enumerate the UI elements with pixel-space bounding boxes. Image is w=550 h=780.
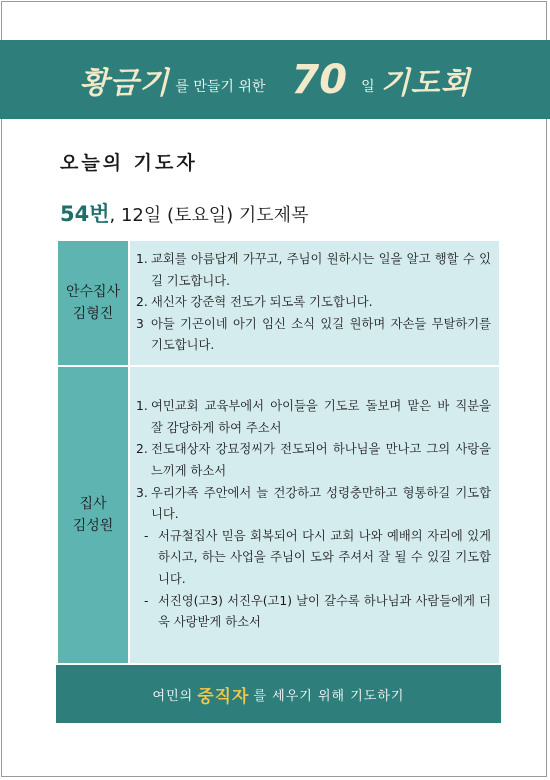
footer-text-after: 를 세우기 위해 기도하기 xyxy=(253,688,405,704)
item-marker: - xyxy=(144,528,149,543)
name-cell xyxy=(58,367,128,663)
item-marker: 3. xyxy=(136,485,148,500)
item-marker: 2. xyxy=(136,442,148,457)
item-text: 서규철집사 믿음 회복되어 다시 교회 나와 예배의 자리에 있게 하시고, 하는 사업을 주님이 도와 주셔서 잘 될 수 있길 기도합니다. xyxy=(158,528,491,586)
item-marker: 1. xyxy=(136,399,148,414)
banner-title-part4: 기도회 xyxy=(380,65,471,101)
prayer-item xyxy=(136,396,491,439)
prayer-item xyxy=(136,483,491,526)
item-marker: 2. xyxy=(136,295,148,310)
item-text: 전도대상자 강묘정씨가 전도되어 하나님을 만나고 그의 사랑을 느끼게 하소서 xyxy=(151,442,491,479)
prayer-subitem xyxy=(136,526,491,591)
prayer-row xyxy=(58,241,499,365)
footer-text-before: 여민의 xyxy=(152,688,194,704)
item-text: 아들 기곤이네 아기 임신 소식 있길 원하며 자손들 무탈하기를 기도합니다. xyxy=(151,316,491,353)
day-number: 54번 xyxy=(60,202,110,226)
person-title: 안수집사 xyxy=(65,284,121,300)
prayer-item xyxy=(136,439,491,482)
item-marker: 1. xyxy=(136,252,148,267)
item-text: 새신자 강준혁 전도가 되도록 기도합니다. xyxy=(151,295,373,310)
today-heading: 오늘의 기도자 xyxy=(60,152,198,174)
footer-emphasis: 중직자 xyxy=(197,686,250,707)
item-marker: - xyxy=(144,593,149,608)
name-cell xyxy=(58,241,128,365)
item-text: 서진영(고3) 서진우(고1) 날이 갈수록 하나님과 사람들에게 더욱 사랑받게 하소서 xyxy=(158,593,491,630)
prayer-list xyxy=(130,241,499,365)
prayer-table xyxy=(57,240,500,663)
prayer-row xyxy=(58,367,499,663)
person-title: 집사 xyxy=(79,496,107,512)
person-name: 김성원 xyxy=(72,518,114,534)
prayer-item xyxy=(136,249,491,292)
item-text: 우리가족 주안에서 늘 건강하고 성령충만하고 형통하길 기도합니다. xyxy=(151,485,491,522)
footer-banner xyxy=(56,665,501,723)
banner-title-part1: 황금기 xyxy=(79,65,170,101)
prayer-subitem xyxy=(136,591,491,634)
prayer-item xyxy=(136,292,491,314)
prayer-item xyxy=(136,314,491,357)
item-text: 교회를 아름답게 가꾸고, 주님이 원하시는 일을 알고 행할 수 있길 기도합니다. xyxy=(151,252,491,288)
banner-day-count: 70 xyxy=(291,56,348,103)
day-rest: , 12일 (토요일) 기도제목 xyxy=(109,205,309,226)
person-name: 김형진 xyxy=(72,306,114,322)
item-text: 여민교회 교육부에서 아이들을 기도로 돌보며 맡은 바 직분을 잘 감당하게 하여 주소서 xyxy=(151,399,491,435)
title-banner xyxy=(0,40,550,119)
banner-title-part2: 를 만들기 위한 xyxy=(175,78,266,95)
day-line xyxy=(60,198,308,228)
prayer-list xyxy=(130,367,499,663)
banner-title-part3: 일 xyxy=(361,78,375,95)
item-marker: 3 xyxy=(136,316,144,331)
